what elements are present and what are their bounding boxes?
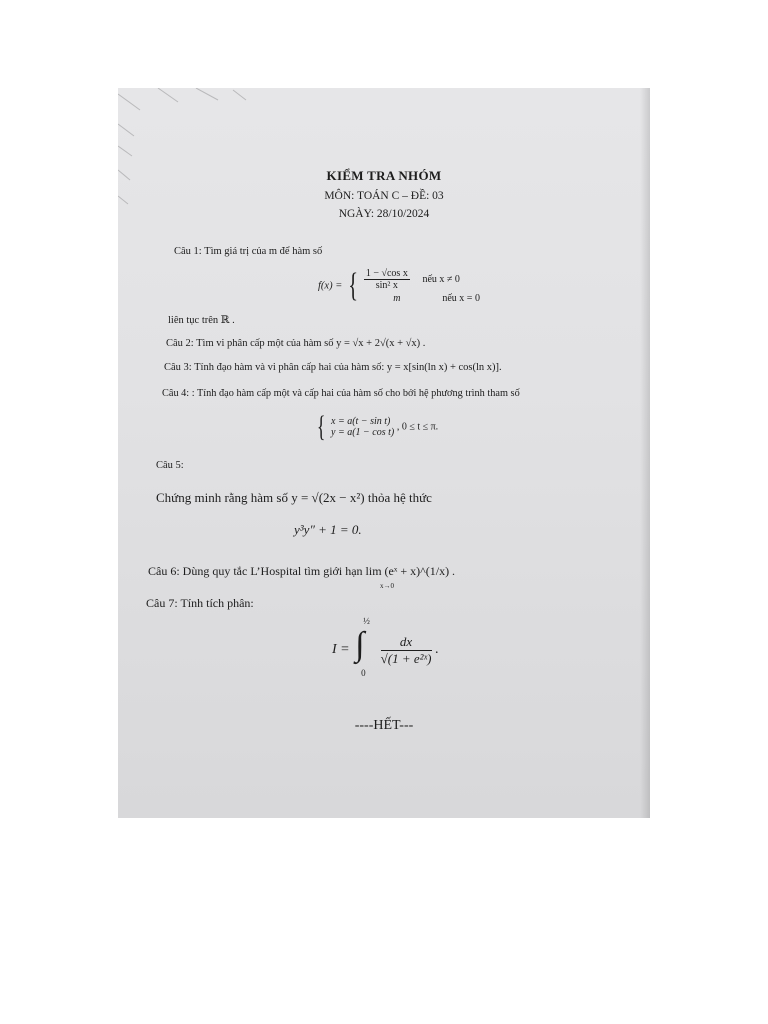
question-1-label: Câu 1: [174, 246, 202, 257]
question-2: Câu 2: Tìm vi phân cấp một của hàm số y = √x + 2√(x + √x) . [166, 338, 426, 349]
question-1 [174, 246, 322, 257]
question-4-system [314, 412, 438, 442]
paper-edge-marks [118, 88, 650, 228]
numerator: 1 − √cos x [365, 268, 408, 279]
exam-title: KIỂM TRA NHÓM [326, 168, 442, 183]
integral-period: . [435, 642, 439, 657]
exam-date: NGÀY: 28/10/2024 [338, 208, 430, 220]
piecewise-cases [364, 268, 480, 304]
condition-2: nếu x = 0 [442, 293, 480, 304]
denominator: sin² x [375, 280, 398, 291]
question-3: Câu 3: Tính đạo hàm và vi phân cấp hai của hàm số: y = x[sin(ln x) + cos(ln x)]. [164, 362, 502, 373]
param-range: , 0 ≤ t ≤ π. [396, 421, 439, 433]
integral-symbol-icon: ∫ [355, 626, 365, 663]
question-4: Câu 4: : Tính đạo hàm cấp một và cấp hai của hàm số cho bởi hệ phương trình tham số [162, 388, 520, 399]
question-5-label: Câu 5: [156, 460, 184, 471]
question-6: Câu 6: Dùng quy tắc L’Hospital tìm giới hạn lim (eˣ + x)^(1/x) . [148, 564, 456, 578]
left-brace: { [348, 267, 358, 304]
question-1-function [318, 268, 480, 304]
question-5-text: Chứng minh rằng hàm số y = √(2x − x²) thỏa hệ thức [156, 490, 432, 505]
left-brace: { [316, 410, 326, 443]
integrand-denominator: √(1 + e²ˣ) [380, 650, 432, 666]
question-6-limit-sub: x→0 [380, 582, 394, 590]
integral-sign [353, 616, 371, 678]
exam-end: ----HẾT--- [354, 718, 414, 733]
fraction [364, 268, 410, 291]
exam-photo [118, 88, 650, 818]
integral-I: I = [332, 642, 350, 657]
question-7-label: Câu 7: Tính tích phân: [146, 596, 254, 610]
question-1-continuity: liên tục trên ℝ . [168, 315, 235, 326]
integrand [381, 634, 432, 667]
integrand-numerator: dx [381, 634, 432, 651]
question-7-integral [332, 616, 439, 678]
param-eq-x: x = a(t − sin t) [331, 416, 391, 427]
condition-1: nếu x ≠ 0 [422, 273, 460, 285]
lower-limit: 0 [361, 668, 366, 678]
param-eq-y: y = a(1 − cos t) [331, 427, 395, 438]
exam-subject: MÔN: TOÁN C – ĐỀ: 03 [324, 190, 444, 202]
function-f: f(x) = [318, 280, 343, 292]
question-5-equation: y³y″ + 1 = 0. [294, 522, 362, 537]
question-1-text: Tìm giá trị của m để hàm số [204, 246, 323, 257]
value-m: m [393, 293, 401, 304]
upper-limit: ½ [363, 616, 370, 626]
